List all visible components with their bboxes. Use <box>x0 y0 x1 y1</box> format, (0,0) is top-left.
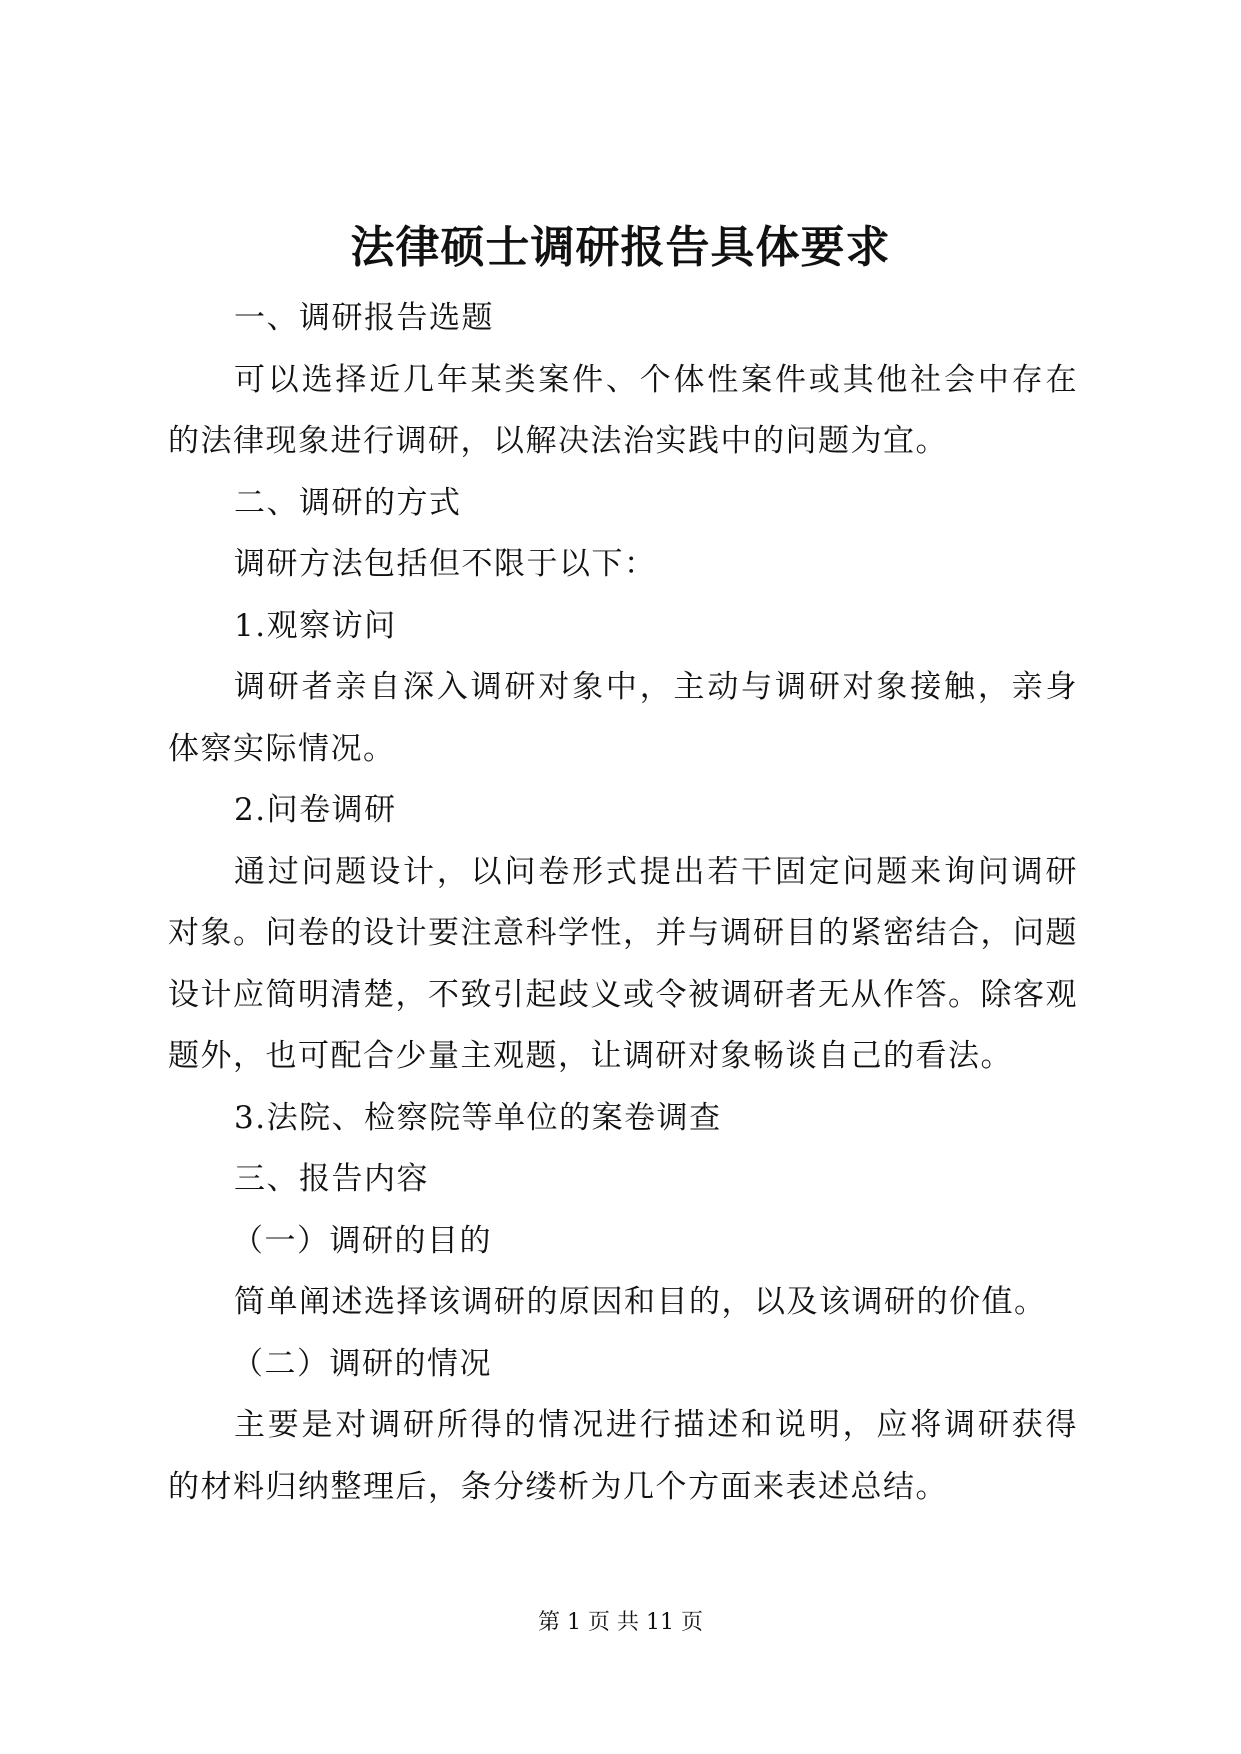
paragraph-situation: 主要是对调研所得的情况进行描述和说明，应将调研获得的材料归纳整理后，条分缕析为几个方面来表述总结。 <box>168 1407 1078 1505</box>
section-heading-topic: 一、调研报告选题 <box>234 300 494 336</box>
document-body <box>168 288 1078 1518</box>
subheading-case-files: 3.法院、检察院等单位的案卷调查 <box>234 1099 722 1136</box>
subheading-situation: （二）调研的情况 <box>232 1345 492 1382</box>
paragraph-method-intro: 调研方法包括但不限于以下： <box>234 546 657 582</box>
document-title: 法律硕士调研报告具体要求 <box>350 222 891 273</box>
page-number-footer: 第 1 页 共 11 页 <box>538 1610 703 1635</box>
subheading-purpose: （一）调研的目的 <box>232 1222 492 1259</box>
paragraph-purpose: 简单阐述选择该调研的原因和目的，以及该调研的价值。 <box>234 1284 1047 1320</box>
subheading-observation: 1.观察访问 <box>234 607 397 644</box>
paragraph-questionnaire: 通过问题设计，以问卷形式提出若干固定问题来询问调研对象。问卷的设计要注意科学性，并与调研目的紧密结合，问题设计应简明清楚，不致引起歧义或令被调研者无从作答。除客观题外，也可配合少量主观题，让调研对象畅谈自己的看法。 <box>168 853 1078 1074</box>
subheading-questionnaire: 2.问卷调研 <box>234 792 397 828</box>
section-heading-method: 二、调研的方式 <box>234 484 462 521</box>
section-heading-content: 三、报告内容 <box>234 1161 429 1197</box>
paragraph-observation: 调研者亲自深入调研对象中，主动与调研对象接触，亲身体察实际情况。 <box>168 669 1078 767</box>
paragraph-topic: 可以选择近几年某类案件、个体性案件或其他社会中存在的法律现象进行调研，以解决法治实践中的问题为宜。 <box>168 361 1078 459</box>
